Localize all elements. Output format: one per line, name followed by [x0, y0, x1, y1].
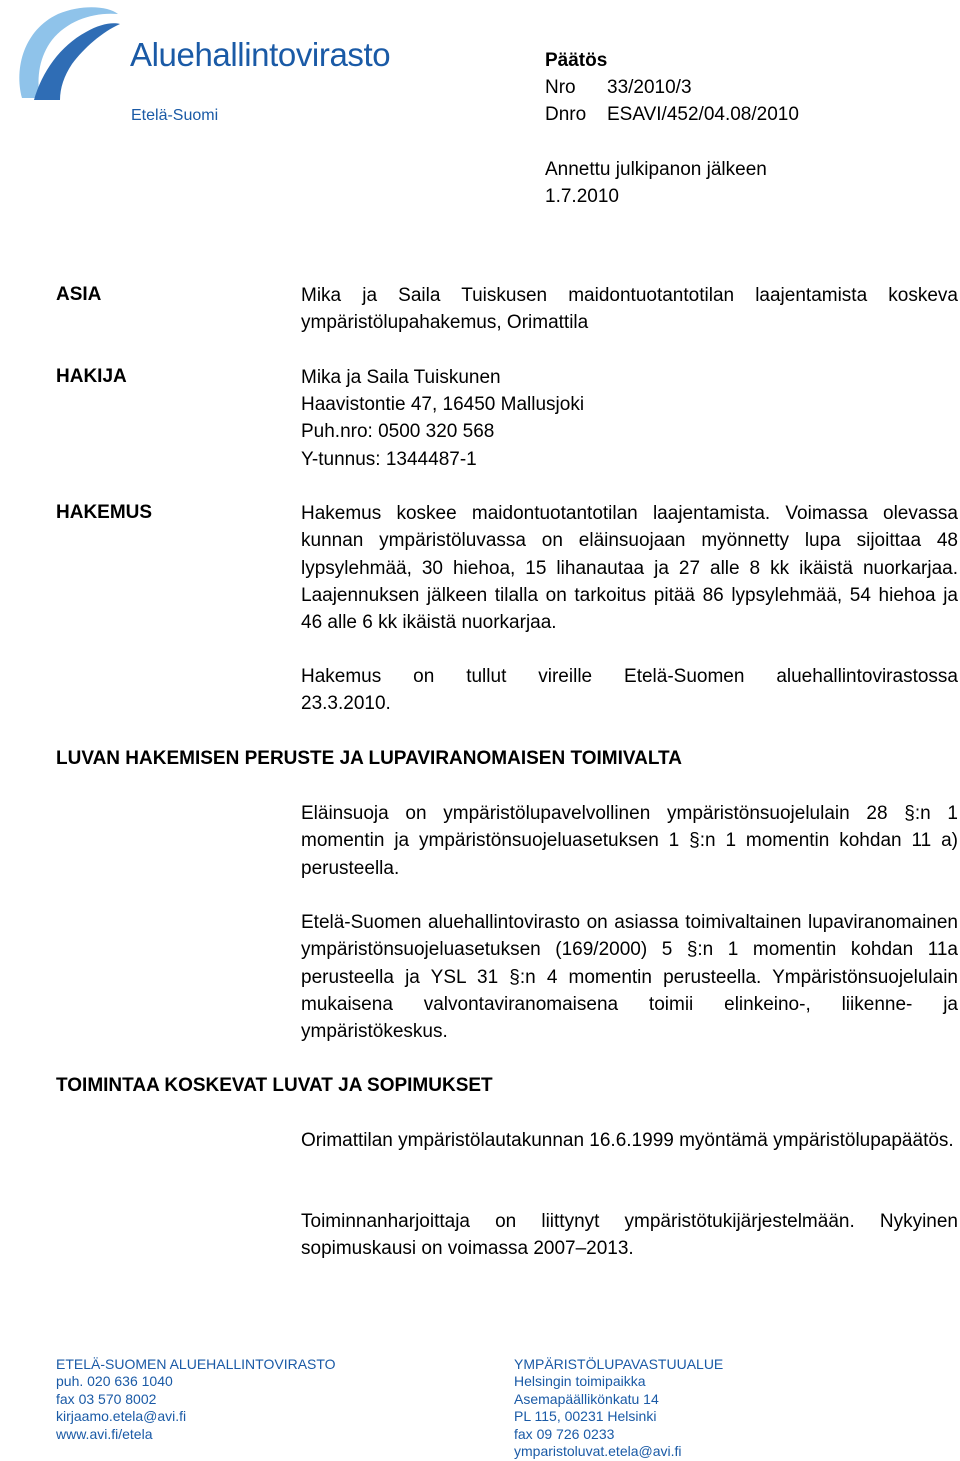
hakija-line: Mika ja Saila Tuiskunen: [301, 367, 501, 388]
footer-phone: puh. 020 636 1040: [56, 1373, 173, 1390]
aluehallintovirasto-logo-icon: [12, 2, 122, 106]
footer-left: [56, 1356, 336, 1443]
hakemus-label: HAKEMUS: [56, 502, 153, 523]
hakija-line: Y-tunnus: 1344487-1: [301, 449, 477, 470]
published-line-1: Annettu julkipanon jälkeen: [545, 159, 767, 180]
footer-right: [514, 1356, 723, 1460]
peruste-paragraph-1: Eläinsuoja on ympäristölupavelvollinen ympäristönsuojelulain 28 §:n 1 momentin ja ympäristönsuojeluasetuksen 1 §:n 1 momentin kohdan 11 a) perusteella.: [301, 803, 958, 879]
asia-label: ASIA: [56, 284, 102, 305]
footer-website-link[interactable]: www.avi.fi/etela: [56, 1425, 153, 1442]
nro-label: Nro: [545, 77, 576, 98]
dnro-label: Dnro: [545, 104, 587, 125]
hakija-line: Haavistontie 47, 16450 Mallusjoki: [301, 394, 585, 415]
footer-right-email-link[interactable]: ymparistoluvat.etela@avi.fi: [514, 1443, 682, 1460]
hakija-label: HAKIJA: [56, 366, 127, 387]
hakemus-paragraph-1: Hakemus koskee maidontuotantotilan laajentamista. Voimassa olevassa kunnan ympäristöluvassa on eläinsuojaan myönnetty lupa sijoittaa 48 lypsylehmää, 30 hiehoa, 15 lihanautaa ja 27 alle 8 kk ikäistä nuorkarjaa. Laajennuksen jälkeen tilalla on tarkoitus pitää 86 lypsylehmää, 54 hiehoa ja 46 alle 6 kk ikäistä nuorkarjaa.: [301, 503, 958, 634]
footer-fax: fax 03 570 8002: [56, 1390, 157, 1407]
nro-value: 33/2010/3: [607, 77, 692, 98]
logo-text: Aluehallintovirasto: [130, 36, 391, 73]
doc-type: Päätös: [545, 50, 608, 71]
hakemus-paragraph-2: Hakemus on tullut vireille Etelä-Suomen aluehallintovirastossa 23.3.2010.: [301, 666, 958, 715]
footer-email-link[interactable]: kirjaamo.etela@avi.fi: [56, 1408, 187, 1425]
footer-right-line: YMPÄRISTÖLUPAVASTUUALUE: [514, 1356, 724, 1372]
region-label: Etelä-Suomi: [131, 107, 219, 124]
nro-row: [545, 74, 692, 101]
asia-text: Mika ja Saila Tuiskusen maidontuotantotilan laajentamista koskeva ympäristölupahakemus, Orimattila: [301, 285, 958, 334]
footer-right-line: Helsingin toimipaikka: [514, 1373, 646, 1390]
peruste-heading: LUVAN HAKEMISEN PERUSTE JA LUPAVIRANOMAISEN TOIMIVALTA: [56, 748, 682, 769]
hakija-line: Puh.nro: 0500 320 568: [301, 421, 495, 442]
luvat-paragraph-2: Toiminnanharjoittaja on liittynyt ympäristötukijärjestelmään. Nykyinen sopimuskausi on voimassa 2007–2013.: [301, 1211, 958, 1260]
luvat-heading: TOIMINTAA KOSKEVAT LUVAT JA SOPIMUKSET: [56, 1075, 493, 1096]
peruste-paragraph-2: Etelä-Suomen aluehallintovirasto on asiassa toimivaltainen lupaviranomainen ympäristönsuojeluasetuksen (169/2000) 5 §:n 1 momentin kohdan 11a perusteella ja YSL 31 §:n 4 momentin perusteella. Ympäristönsuojelulain mukaisena valvontaviranomaisena toimii elinkeino-, liikenne- ja ympäristökeskus.: [301, 912, 958, 1043]
dnro-value: ESAVI/452/04.08/2010: [607, 104, 799, 125]
dnro-row: [545, 101, 799, 128]
luvat-paragraph-1: Orimattilan ympäristölautakunnan 16.6.1999 myöntämä ympäristölupapäätös.: [301, 1130, 954, 1151]
footer-right-fax: fax 09 726 0233: [514, 1425, 615, 1442]
footer-left-line: ETELÄ-SUOMEN ALUEHALLINTOVIRASTO: [56, 1356, 336, 1372]
published-line-2: 1.7.2010: [545, 186, 619, 207]
footer-right-line: Asemapäällikönkatu 14: [514, 1390, 659, 1407]
footer-right-line: PL 115, 00231 Helsinki: [514, 1408, 657, 1425]
